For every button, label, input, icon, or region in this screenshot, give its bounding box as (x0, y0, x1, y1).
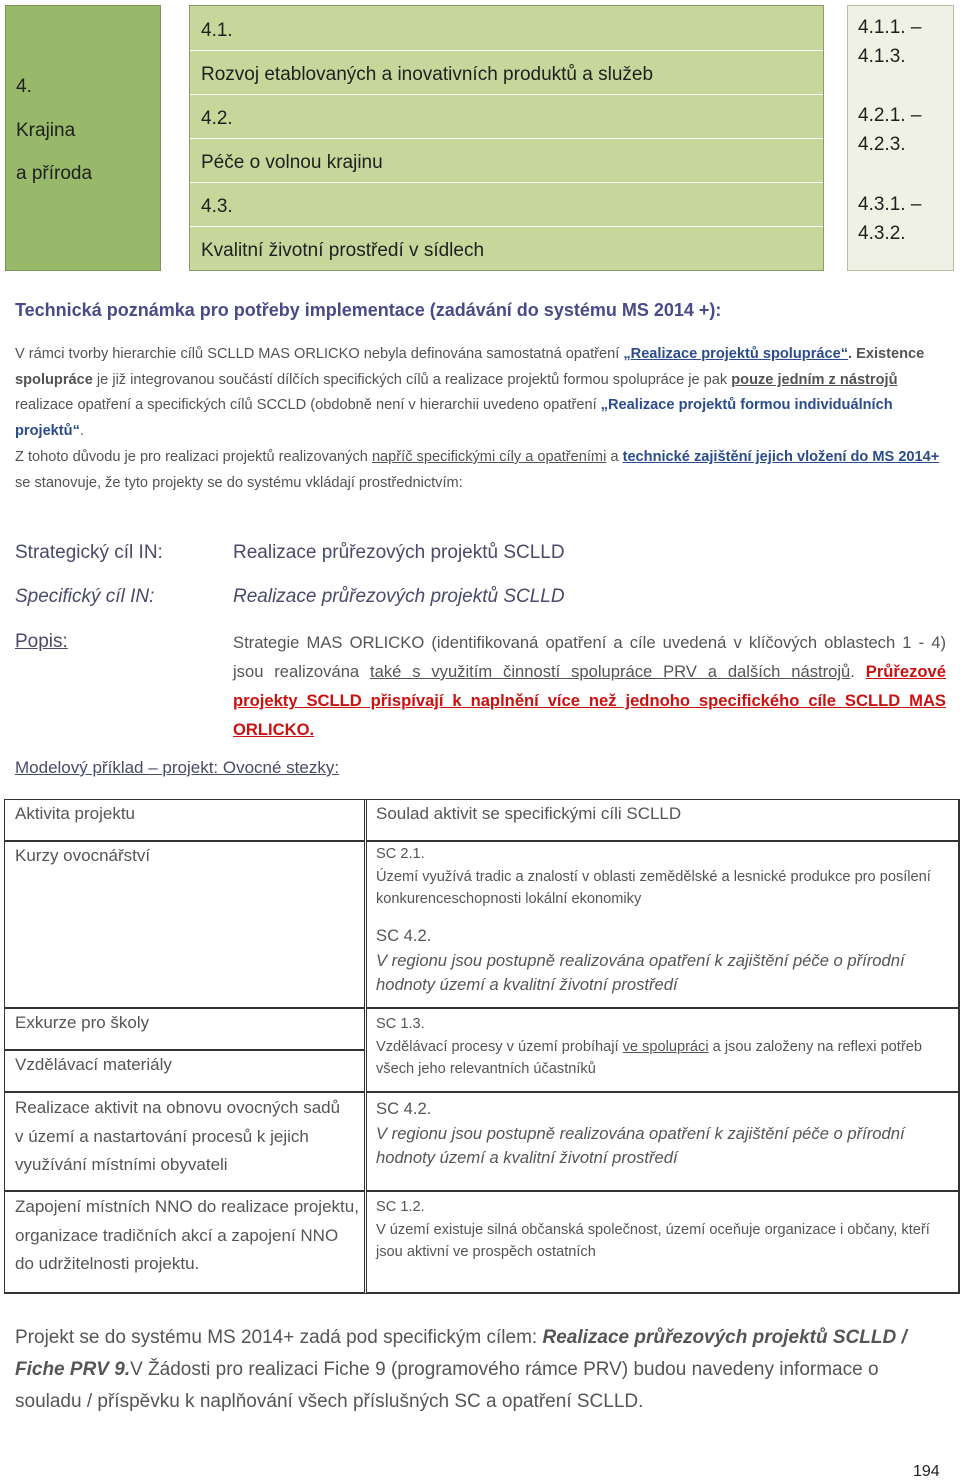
goal-range: 4.1.1. – (858, 17, 922, 38)
goal-range: 4.2.1. – (858, 105, 922, 126)
goal-range-cell (847, 5, 954, 271)
tech-note-title: Technická poznámka pro potřeby implementace (zadávání do systému MS 2014 +): (15, 300, 722, 320)
table-row: Exkurze pro školy (4, 1008, 365, 1050)
measures-cell (189, 5, 824, 271)
tech-note-paragraph-2: Z tohoto důvodu je pro realizaci projektů realizovaných napříč specifickými cíly a opatřeními a technické zajištění jejich vložení do MS 2014+ se stanovuje, že tyto projekty se do systému vkládají prostřednictvím: (15, 449, 940, 491)
area-name-line1: Krajina (16, 120, 76, 141)
table-row: Kurzy ovocnářství (4, 841, 365, 1008)
description-text: Strategie MAS ORLICKO (identifikovaná opatření a cíle uvedená v klíčových oblastech 1 - 4) jsou realizována také s využitím činností spolupráce PRV a dalších nástrojů. Průřezové projekty SCLLD přispívají k naplnění více než jednoho specifického cíle SCLLD MAS ORLICKO. (233, 633, 946, 739)
goal-range: 4.3.2. (858, 223, 906, 244)
measure-row: Rozvoj etablovaných a inovativních produktů a služeb (190, 50, 823, 95)
model-example-title: Modelový příklad – projekt: Ovocné stezky: (15, 758, 340, 777)
table-row: Zapojení místních NNO do realizace projektu, organizace tradičních akcí a zapojení NNO do udržitelnosti projektu. (4, 1191, 365, 1293)
table-row: Vzdělávací materiály (4, 1050, 365, 1092)
goal-range: 4.2.3. (858, 134, 906, 155)
area-name-line2: a příroda (16, 163, 93, 184)
table-row: SC 1.2. V území existuje silná občanská společnost, území oceňuje organizace i občany, kteří jsou aktivní ve prospěch ostatních (366, 1191, 959, 1293)
table-header-cell: Aktivita projektu (4, 799, 365, 841)
footer-paragraph: Projekt se do systému MS 2014+ zadá pod specifickým cílem: Realizace průřezových projektů SCLLD / Fiche PRV 9.V Žádosti pro realizaci Fiche 9 (programového rámce PRV) budou navedeny informace o souladu / příspěvku k naplňování všech příslušných SC a opatření SCLLD. (15, 1327, 907, 1412)
measure-row: 4.2. (190, 94, 823, 139)
strategic-goal-value: Realizace průřezových projektů SCLLD (233, 542, 565, 563)
goal-range: 4.3.1. – (858, 194, 922, 215)
measure-row: Péče o volnou krajinu (190, 138, 823, 183)
table-header-cell: Soulad aktivit se specifickými cíli SCLLD (366, 799, 959, 841)
area-number: 4. (16, 76, 32, 97)
table-row: SC 4.2. V regionu jsou postupně realizována opatření k zajištění péče o přírodní hodnoty území a kvalitní životní prostředí (366, 1092, 959, 1191)
table-row: Realizace aktivit na obnovu ovocných sadů v území a nastartování procesů k jejich využívání místními obyvateli (4, 1092, 365, 1191)
measure-row: Kvalitní životní prostředí v sídlech (201, 240, 485, 261)
measure-row: 4.3. (190, 182, 823, 227)
specific-goal-value: Realizace průřezových projektů SCLLD (233, 586, 565, 607)
page-number: 194 (913, 1463, 940, 1480)
specific-goal-label: Specifický cíl IN: (15, 586, 155, 607)
strategic-goal-label: Strategický cíl IN: (15, 542, 163, 563)
table-row: SC 1.3. Vzdělávací procesy v území probíhají ve spolupráci a jsou založeny na reflexi potřeb všech jeho relevantních účastníků (366, 1008, 959, 1092)
tech-note-paragraph-1: V rámci tvorby hierarchie cílů SCLLD MAS ORLICKO nebyla definována samostatná opatření „Realizace projektů spolupráce“. Existence spolupráce je již integrovanou součástí dílčích specifických cílů a realizace projektů formou spolupráce je pak pouze jedním z nástrojů realizace opatření a specifických cílů SCCLD (obdobně není v hierarchii uvedeno opatření „Realizace projektů formou individuálních projektů“. (15, 346, 925, 440)
description-label: Popis: (15, 631, 68, 652)
table-row: SC 2.1. Území využívá tradic a znalostí v oblasti zemědělské a lesnické produkce pro posílení konkurenceschopnosti lokální ekonomiky SC 4.2. V regionu jsou postupně realizována opatření k zajištění péče o přírodní hodnoty území a kvalitní životní prostředí (366, 841, 959, 1008)
goal-range: 4.1.3. (858, 46, 906, 67)
measure-row: 4.1. (190, 6, 823, 51)
area-cell (5, 5, 161, 271)
